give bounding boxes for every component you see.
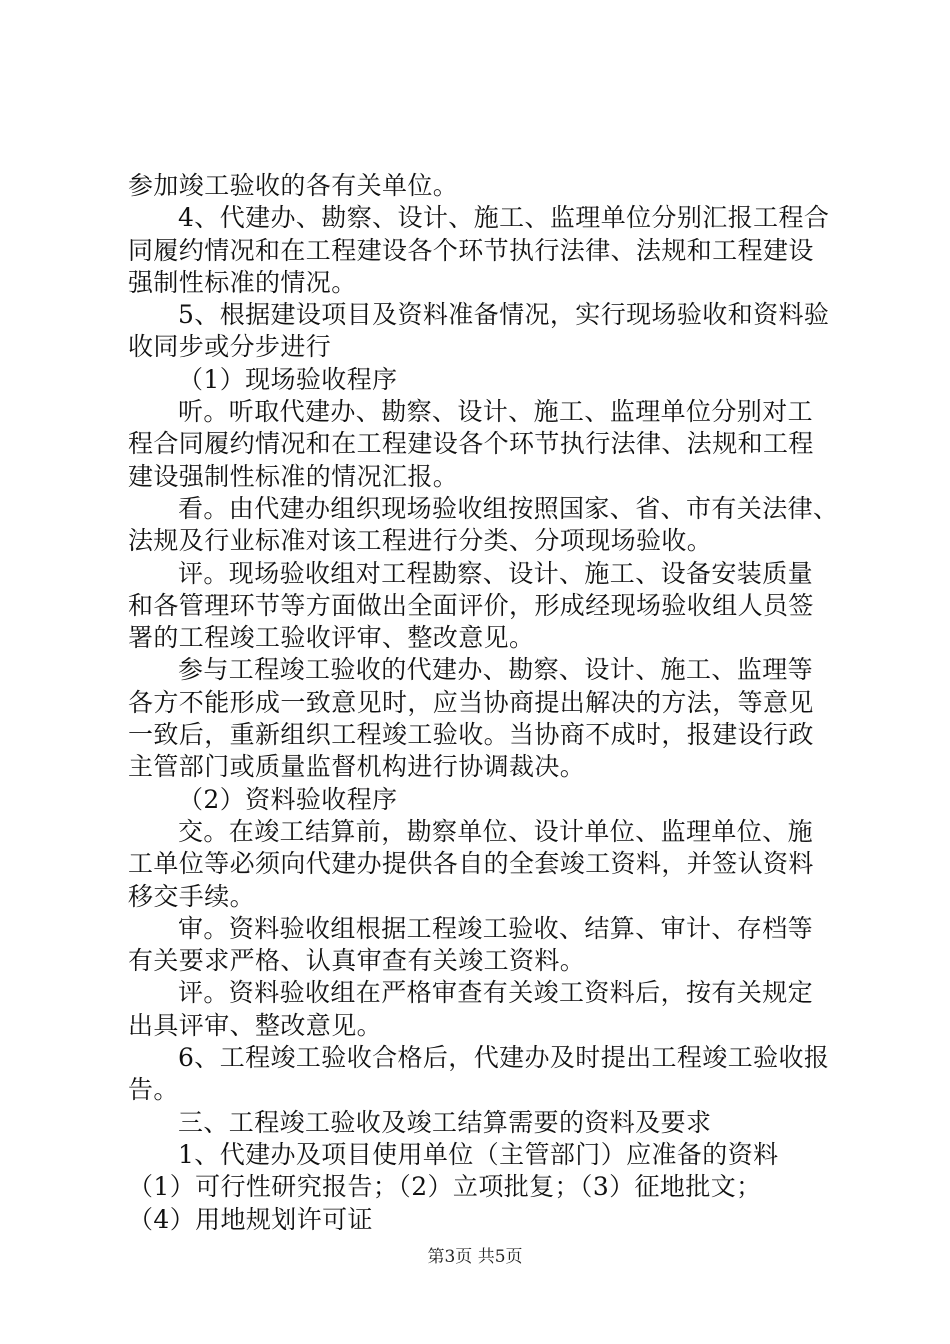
text-line: 看。由代建办组织现场验收组按照国家、省、市有关法律、 bbox=[178, 493, 839, 523]
text-line: 出具评审、整改意见。 bbox=[128, 1010, 383, 1040]
text-line: 工单位等必须向代建办提供各自的全套竣工资料，并签认资料 bbox=[128, 849, 814, 879]
text-line: 审。资料验收组根据工程竣工验收、结算、审计、存档等 bbox=[178, 913, 814, 943]
text-line: 收同步或分步进行 bbox=[128, 332, 332, 362]
text-line: 有关要求严格、认真审查有关竣工资料。 bbox=[128, 946, 586, 976]
text-line: 参与工程竣工验收的代建办、勘察、设计、施工、监理等 bbox=[178, 655, 814, 685]
text-line: （1）可行性研究报告；（2）立项批复；（3）征地批文； bbox=[128, 1172, 762, 1202]
text-line: 6、工程竣工验收合格后，代建办及时提出工程竣工验收报 bbox=[178, 1043, 830, 1073]
text-line: 程合同履约情况和在工程建设各个环节执行法律、法规和工程 bbox=[128, 429, 814, 459]
text-line: 评。现场验收组对工程勘察、设计、施工、设备安装质量 bbox=[178, 558, 814, 588]
text-line: 4、代建办、勘察、设计、施工、监理单位分别汇报工程合 bbox=[178, 203, 830, 233]
text-line: 署的工程竣工验收评审、整改意见。 bbox=[128, 623, 535, 653]
text-line: 一致后，重新组织工程竣工验收。当协商不成时，报建设行政 bbox=[128, 720, 814, 750]
text-line: （2）资料验收程序 bbox=[178, 784, 398, 814]
text-line: 评。资料验收组在严格审查有关竣工资料后，按有关规定 bbox=[178, 978, 814, 1008]
text-line: 参加竣工验收的各有关单位。 bbox=[128, 171, 459, 200]
text-line: 同履约情况和在工程建设各个环节执行法律、法规和工程建设 bbox=[128, 235, 814, 265]
text-line: 听。听取代建办、勘察、设计、施工、监理单位分别对工 bbox=[178, 397, 814, 427]
text-line: 强制性标准的情况。 bbox=[128, 267, 357, 297]
text-line: 三、工程竣工验收及竣工结算需要的资料及要求 bbox=[178, 1107, 712, 1137]
text-line: 主管部门或质量监督机构进行协调裁决。 bbox=[128, 752, 586, 782]
text-line: 建设强制性标准的情况汇报。 bbox=[128, 461, 459, 491]
text-line: 1、代建办及项目使用单位（主管部门）应准备的资料 bbox=[178, 1139, 779, 1169]
text-line: （1）现场验收程序 bbox=[178, 364, 398, 394]
text-line: 和各管理环节等方面做出全面评价，形成经现场验收组人员签 bbox=[128, 590, 814, 620]
text-line: 各方不能形成一致意见时，应当协商提出解决的方法，等意见 bbox=[128, 687, 814, 717]
text-line: 法规及行业标准对该工程进行分类、分项现场验收。 bbox=[128, 526, 713, 556]
text-line: （4）用地规划许可证 bbox=[128, 1204, 373, 1234]
page-footer: 第3页 共5页 bbox=[427, 1247, 523, 1267]
text-line: 交。在竣工结算前，勘察单位、设计单位、监理单位、施 bbox=[178, 816, 814, 846]
text-line: 告。 bbox=[128, 1075, 179, 1105]
text-line: 5、根据建设项目及资料准备情况，实行现场验收和资料验 bbox=[178, 300, 830, 330]
text-line: 移交手续。 bbox=[128, 881, 256, 911]
document-body bbox=[128, 170, 838, 1236]
